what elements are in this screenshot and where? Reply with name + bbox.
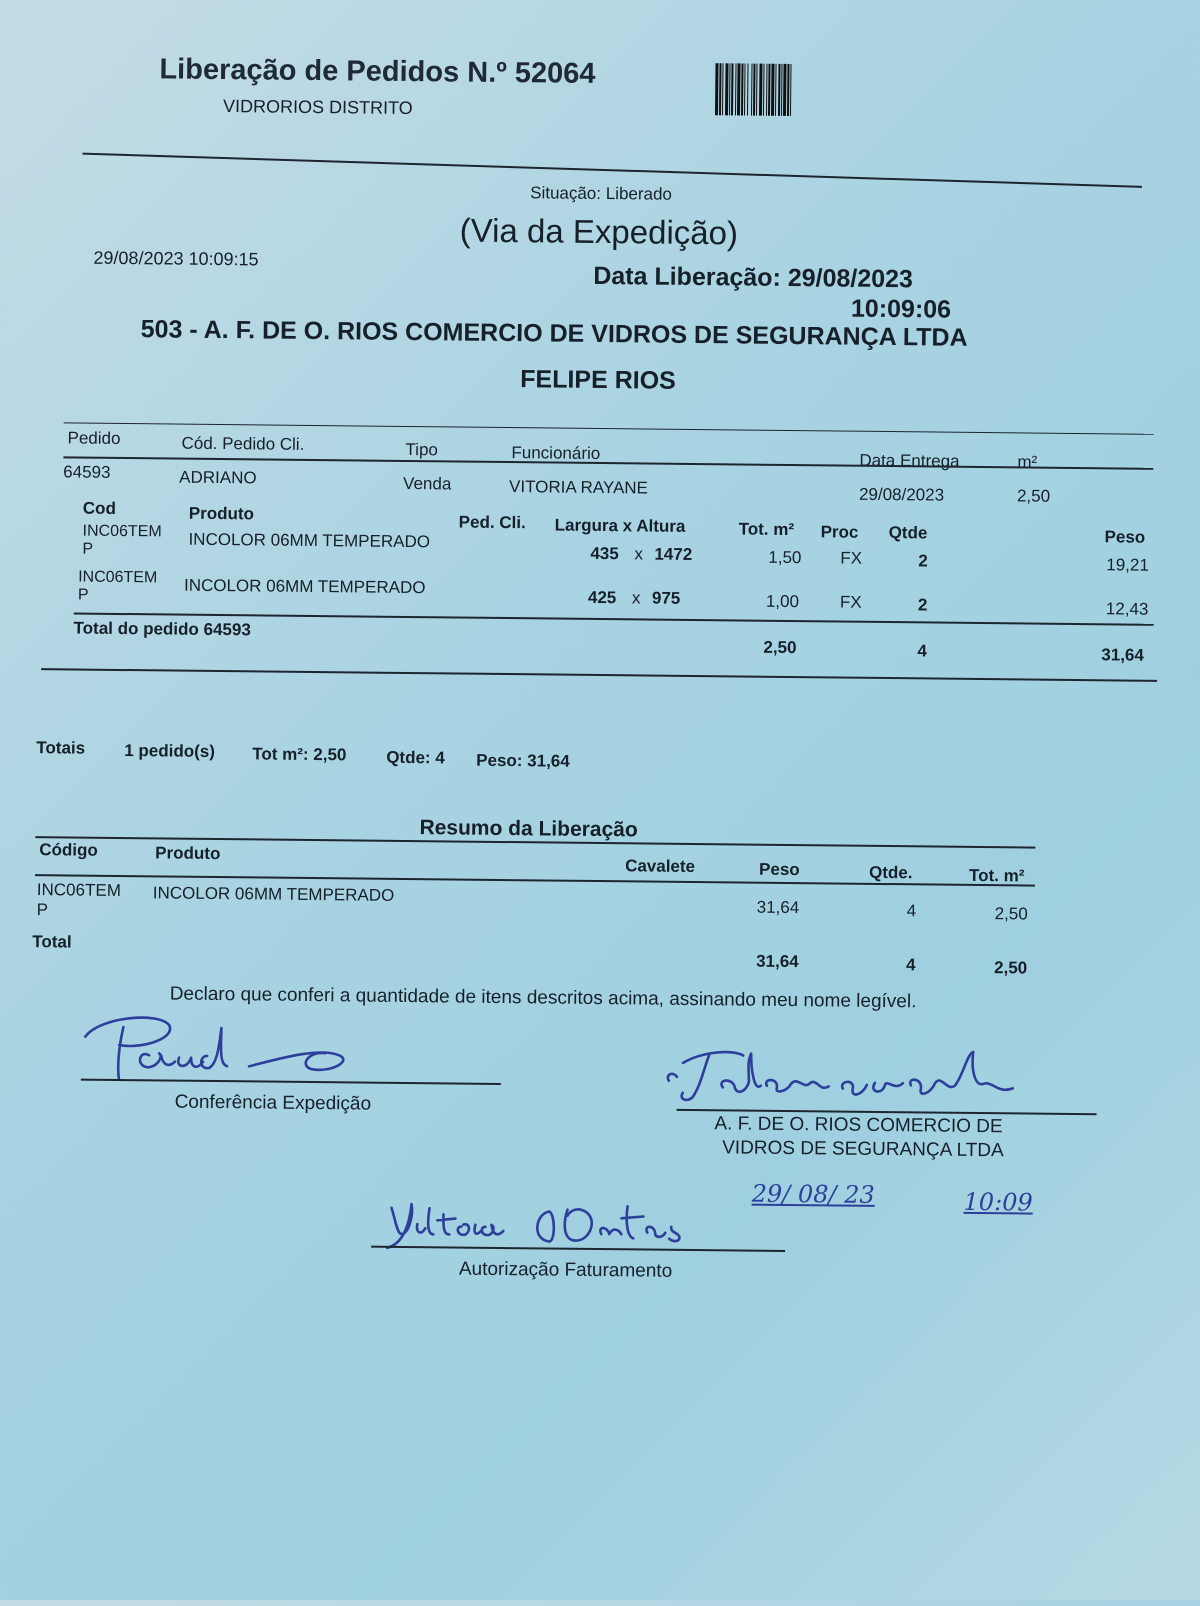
item-produto: INCOLOR 06MM TEMPERADO	[183, 575, 426, 598]
release-date: Data Liberação: 29/08/2023	[593, 261, 914, 294]
handwritten-time: 10:09	[963, 1187, 1033, 1217]
resumo-peso: 31,64	[756, 897, 800, 918]
autorizacao-label: Autorização Faturamento	[458, 1258, 673, 1282]
items-col-proc: Proc	[820, 522, 859, 542]
col-tipo: Tipo	[405, 439, 439, 460]
order-total-qtde: 4	[917, 641, 927, 661]
item-tot-m2: 1,00	[765, 591, 800, 612]
resumo-tot-m2: 2,50	[994, 904, 1028, 924]
item-cod-suffix: P	[77, 586, 89, 604]
item-cod-suffix: P	[82, 540, 94, 558]
resumo-col-produto: Produto	[155, 843, 221, 864]
item-peso: 19,21	[1106, 555, 1149, 575]
items-col-ped-cli: Ped. Cli.	[458, 512, 526, 533]
item-qtde: 2	[918, 551, 928, 571]
item-tot-m2: 1,50	[768, 547, 802, 568]
resumo-cod-suffix: P	[36, 900, 49, 920]
totais-qtde: Qtde: 4	[386, 747, 445, 768]
item-largura: 425	[587, 587, 617, 608]
order-m2: 2,50	[1016, 486, 1051, 506]
signature-conferencia	[79, 1005, 380, 1098]
resumo-col-peso: Peso	[758, 859, 800, 880]
items-col-peso: Peso	[1104, 527, 1146, 547]
client-name: 503 - A. F. DE O. RIOS COMERCIO DE VIDROS DE SEGURANÇA LTDA	[140, 315, 968, 352]
resumo-cod: INC06TEM	[36, 880, 122, 901]
resumo-col-cavalete: Cavalete	[625, 856, 696, 877]
col-data-entrega: Data Entrega	[859, 450, 960, 471]
signature-cliente	[663, 1041, 1064, 1115]
items-col-qtde: Qtde	[888, 523, 928, 543]
totais-m2: Tot m²: 2,50	[252, 744, 347, 765]
declaration-text: Declaro que conferi a quantidade de itens descritos acima, assinando meu nome legível.	[169, 983, 917, 1013]
order-bottom-line	[41, 668, 1157, 682]
items-col-tot-m2: Tot. m²	[738, 519, 795, 540]
order-number: 64593	[63, 462, 111, 482]
resumo-title: Resumo da Liberação	[419, 816, 638, 842]
col-funcionario: Funcionário	[511, 443, 601, 464]
item-proc: FX	[839, 592, 862, 612]
item-peso: 12,43	[1105, 599, 1149, 619]
item-cod: INC06TEM	[82, 522, 162, 541]
resumo-col-qtde: Qtde.	[868, 862, 913, 883]
item-largura: 435	[590, 543, 619, 564]
company-name: VIDRORIOS DISTRITO	[222, 96, 413, 119]
totais-peso: Peso: 31,64	[476, 750, 570, 771]
items-col-largura-altura: Largura x Altura	[554, 515, 686, 536]
order-top-line	[64, 422, 1154, 434]
item-altura: 975	[651, 588, 681, 608]
conferencia-label: Conferência Expedição	[174, 1091, 372, 1115]
order-total-peso: 31,64	[1101, 645, 1145, 665]
barcode-bar	[791, 64, 794, 116]
resumo-qtde: 4	[906, 901, 917, 921]
totais-label: Totais	[36, 738, 86, 758]
order-type: Venda	[403, 473, 452, 494]
copy-type: (Via da Expedição)	[459, 211, 739, 252]
item-proc: FX	[840, 548, 863, 568]
print-timestamp: 29/08/2023 10:09:15	[93, 247, 259, 270]
handwritten-date: 29/ 08/ 23	[751, 1179, 875, 1209]
order-delivery-date: 29/08/2023	[858, 484, 945, 505]
resumo-total-qtde: 4	[906, 955, 916, 975]
status-text: Situação: Liberado	[530, 183, 673, 204]
item-produto: INCOLOR 06MM TEMPERADO	[188, 529, 431, 552]
item-cod: INC06TEM	[78, 568, 158, 587]
resumo-produto: INCOLOR 06MM TEMPERADO	[152, 883, 395, 905]
order-employee: VITORIA RAYANE	[508, 477, 649, 498]
cliente-line2: VIDROS DE SEGURANÇA LTDA	[722, 1137, 1004, 1162]
items-col-produto: Produto	[188, 503, 255, 524]
header-divider	[82, 153, 1142, 188]
item-altura: 1472	[654, 544, 693, 564]
client-contact: FELIPE RIOS	[520, 365, 676, 395]
items-col-cod: Cod	[82, 498, 116, 518]
signature-autorizacao	[381, 1194, 742, 1262]
item-x: x	[631, 588, 641, 608]
resumo-total-m2: 2,50	[993, 958, 1028, 978]
order-total-label: Total do pedido 64593	[73, 618, 251, 640]
col-cod-pedido-cli: Cód. Pedido Cli.	[181, 433, 305, 454]
item-qtde: 2	[917, 595, 928, 615]
item-x: x	[634, 544, 643, 564]
order-client-code: ADRIANO	[179, 467, 257, 488]
cliente-line1: A. F. DE O. RIOS COMERCIO DE	[714, 1113, 1003, 1138]
release-time: 10:09:06	[850, 294, 952, 324]
resumo-col-tot-m2: Tot. m²	[968, 865, 1025, 886]
totais-pedidos: 1 pedido(s)	[124, 741, 216, 761]
barcode	[715, 63, 898, 117]
resumo-col-codigo: Código	[39, 840, 98, 860]
resumo-total-peso: 31,64	[756, 951, 799, 972]
document-title: Liberação de Pedidos N.º 52064	[159, 53, 596, 90]
col-m2: m²	[1017, 452, 1038, 472]
col-pedido: Pedido	[67, 428, 121, 448]
resumo-total-label: Total	[32, 932, 72, 952]
order-total-m2: 2,50	[763, 637, 797, 658]
